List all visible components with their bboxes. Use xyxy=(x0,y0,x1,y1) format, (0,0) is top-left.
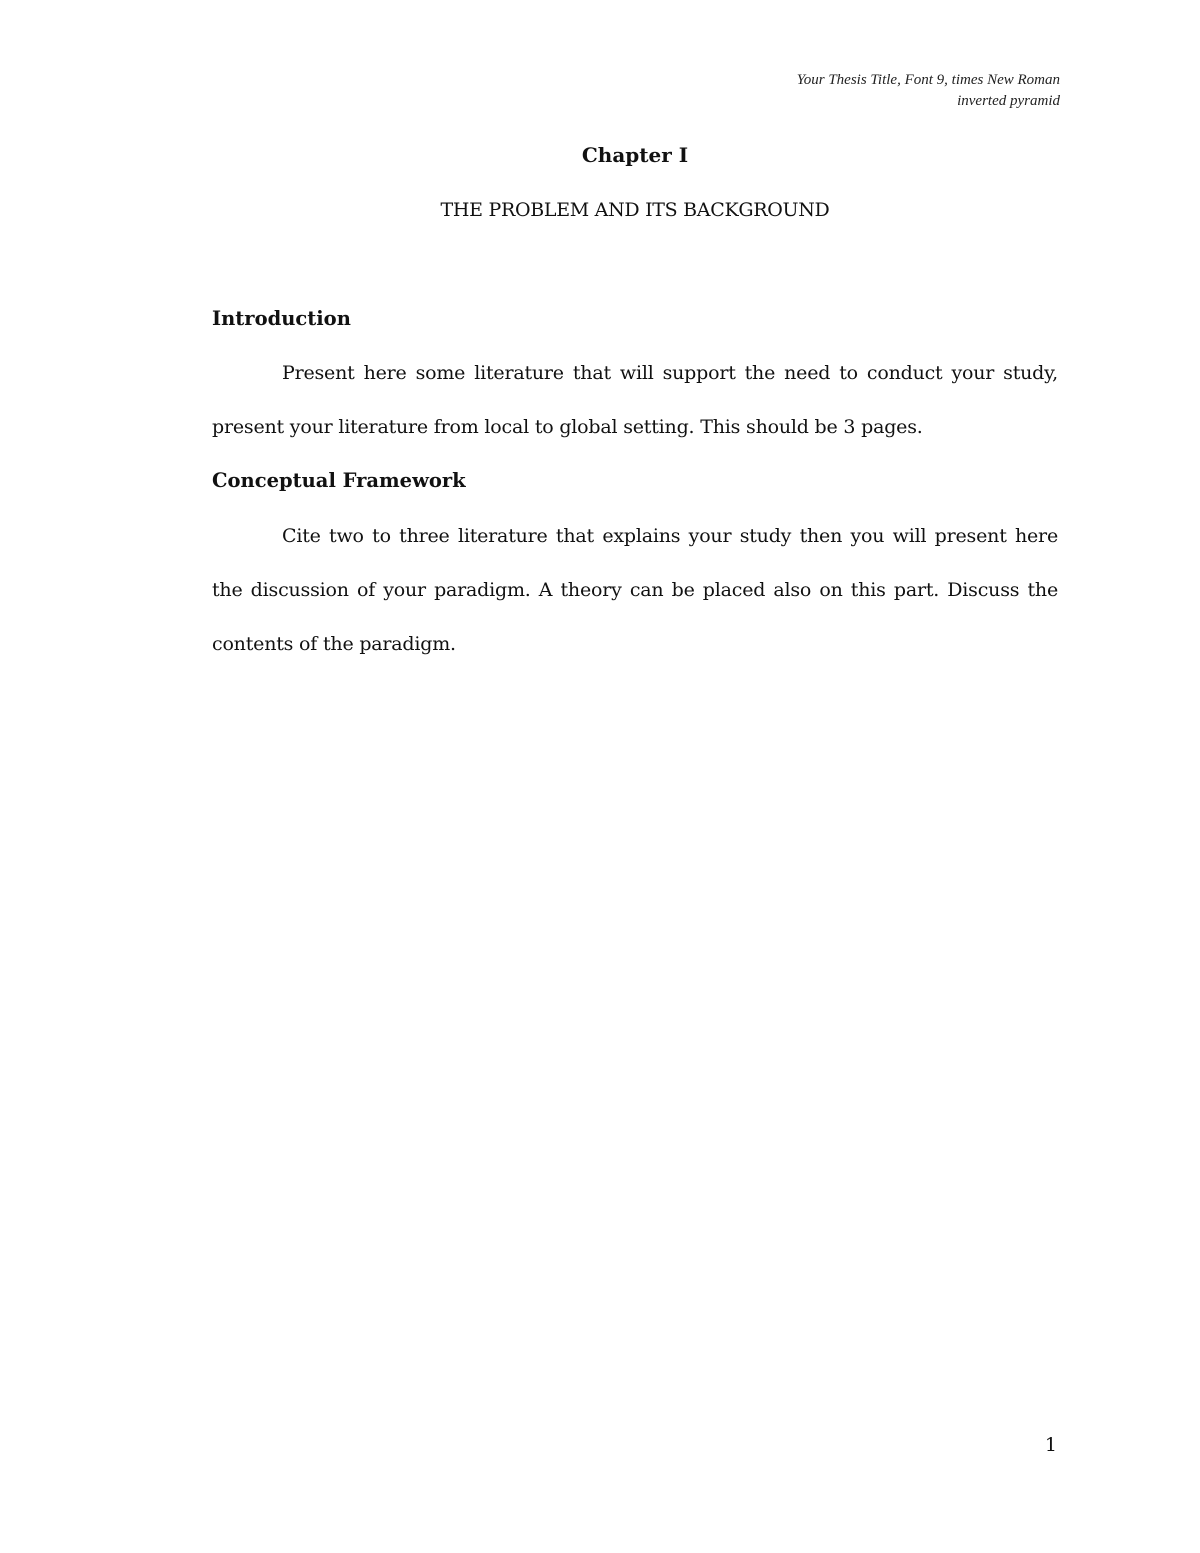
chapter-title: Chapter I xyxy=(581,143,689,167)
page-number: 1 xyxy=(1044,1434,1057,1456)
section-heading-conceptual-framework: Conceptual Framework xyxy=(212,469,466,492)
section-paragraph-introduction: Present here some literature that will support the need to conduct your study, present your literature from local to global setting. This should be 3 pages. xyxy=(212,362,1058,438)
chapter-subtitle: THE PROBLEM AND ITS BACKGROUND xyxy=(440,199,830,221)
header-subtitle-line: inverted pyramid xyxy=(957,93,1060,109)
section-heading-introduction: Introduction xyxy=(212,307,351,330)
running-header xyxy=(797,70,1060,112)
section-paragraph-conceptual-framework: Cite two to three literature that explains your study then you will present here the discussion of your paradigm. A theory can be placed also on this part. Discuss the contents of the paradigm. xyxy=(212,525,1058,655)
header-title-line: Your Thesis Title, Font 9, times New Roman xyxy=(796,72,1060,88)
